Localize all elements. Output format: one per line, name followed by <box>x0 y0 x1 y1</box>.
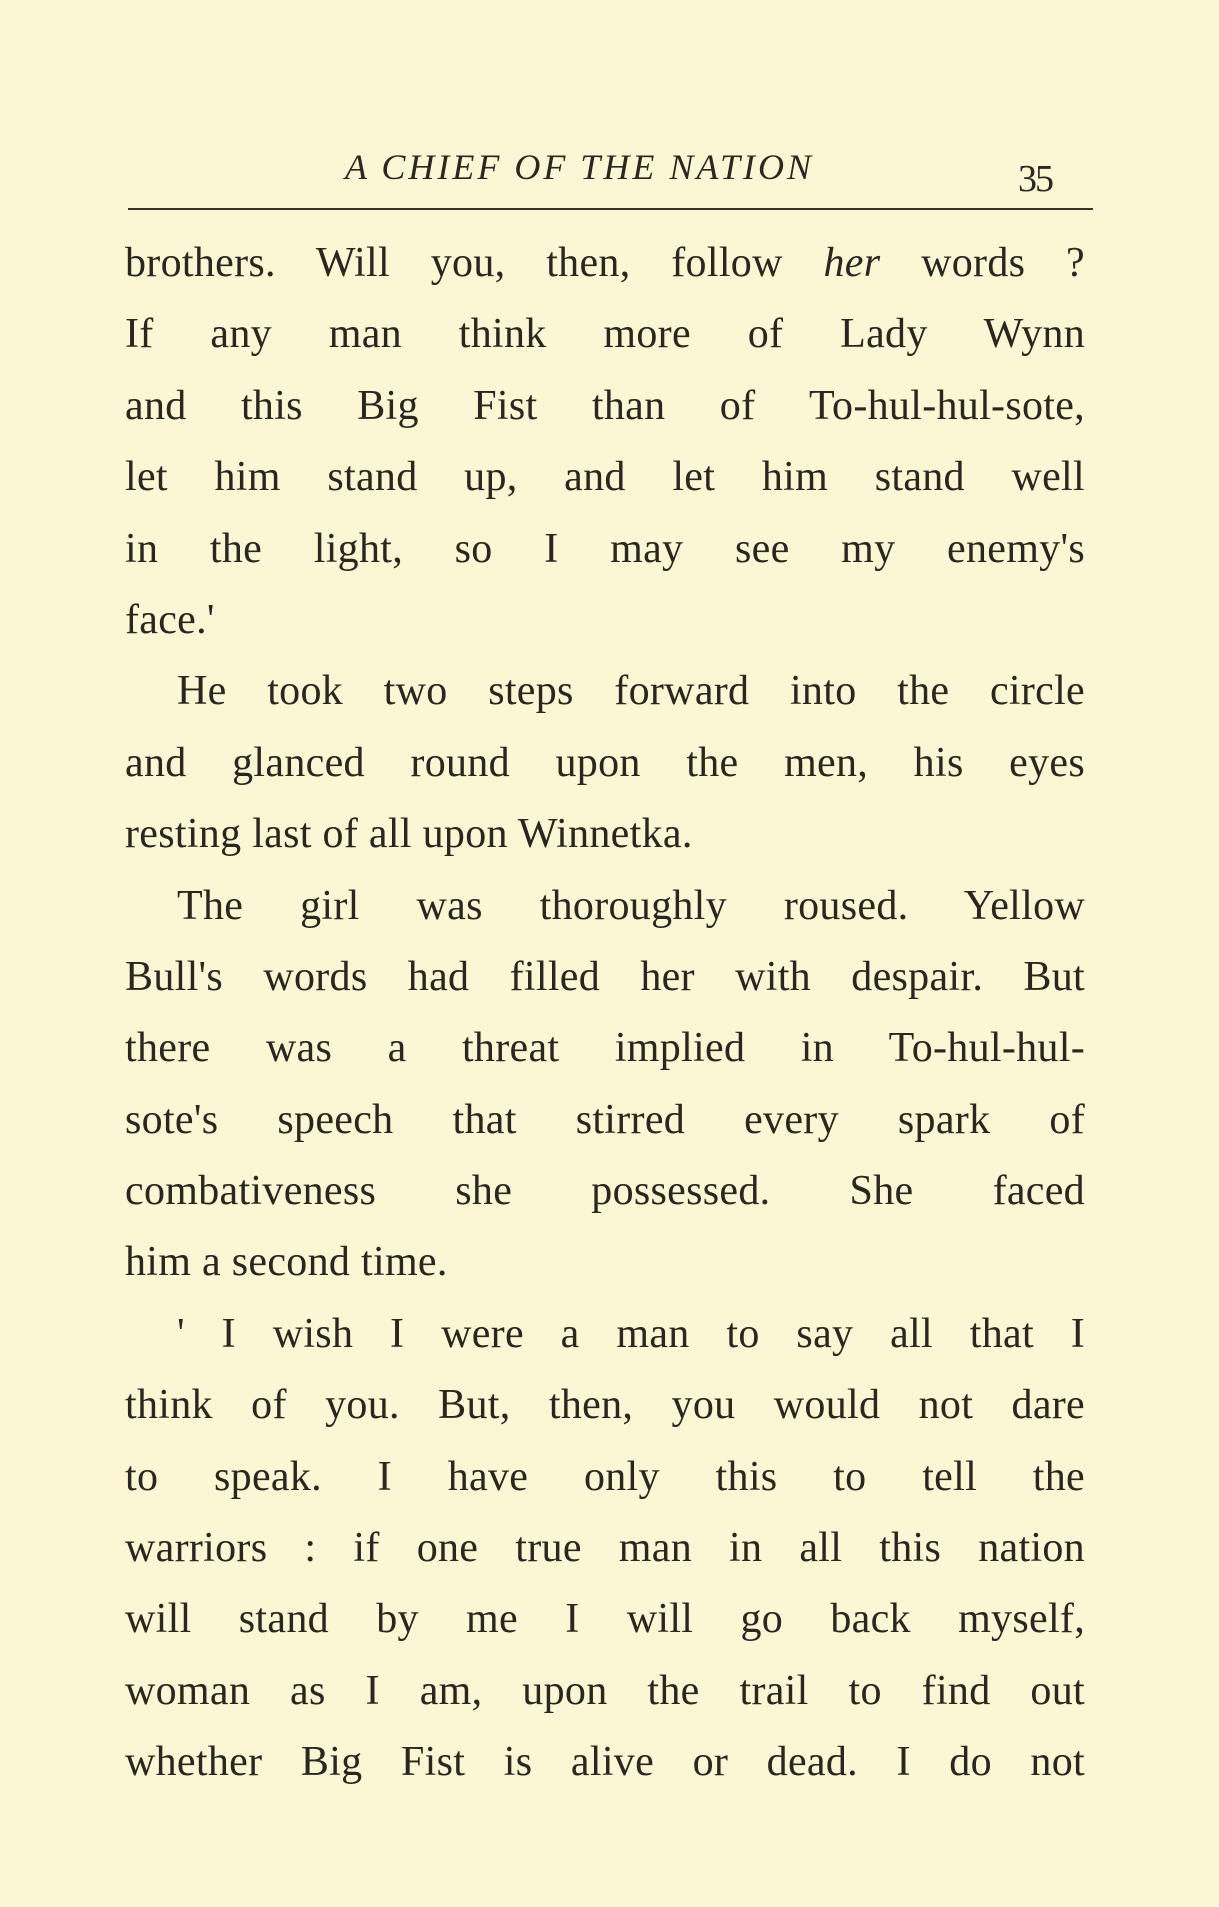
header-rule <box>128 208 1093 210</box>
text-line: to speak. I have only this to tell the <box>125 1453 1085 1500</box>
text-line: whether Big Fist is alive or dead. I do not <box>125 1739 1085 1786</box>
text-line: face.' <box>125 596 215 643</box>
text-line: and glanced round upon the men, his eyes <box>125 739 1085 786</box>
running-title: A CHIEF OF THE NATION <box>345 147 815 187</box>
text-line: woman as I am, upon the trail to find out <box>125 1667 1085 1714</box>
text-line: him a second time. <box>125 1239 448 1286</box>
text-line: there was a threat implied in To-hul-hul- <box>125 1025 1085 1072</box>
text-line: in the light, so I may see my enemy's <box>125 525 1085 572</box>
text-line: ' I wish I were a man to say all that I <box>177 1310 1085 1357</box>
text-line: If any man think more of Lady Wynn <box>125 311 1085 358</box>
body-text <box>125 228 1085 1799</box>
text-line: resting last of all upon Winnetka. <box>125 811 693 858</box>
text-segment: words ? <box>880 240 1085 286</box>
text-line: combativeness she possessed. She faced <box>125 1168 1085 1215</box>
text-line: The girl was thoroughly roused. Yellow <box>177 882 1085 929</box>
page-number: 35 <box>1018 158 1052 200</box>
text-segment: brothers. Will you, then, follow <box>125 240 824 286</box>
text-line: He took two steps forward into the circle <box>177 668 1085 715</box>
text-line: sote's speech that stirred every spark of <box>125 1096 1085 1143</box>
running-head <box>0 143 1219 200</box>
text-line: let him stand up, and let him stand well <box>125 454 1085 501</box>
emphasized-word: her <box>823 240 881 286</box>
text-line: think of you. But, then, you would not dare <box>125 1382 1085 1429</box>
text-line: and this Big Fist than of To-hul-hul-sote, <box>125 382 1085 429</box>
text-line: warriors : if one true man in all this nation <box>125 1525 1085 1572</box>
text-line: will stand by me I will go back myself, <box>125 1596 1085 1643</box>
text-line: Bull's words had filled her with despair. But <box>125 953 1085 1000</box>
text-line <box>125 228 1085 299</box>
